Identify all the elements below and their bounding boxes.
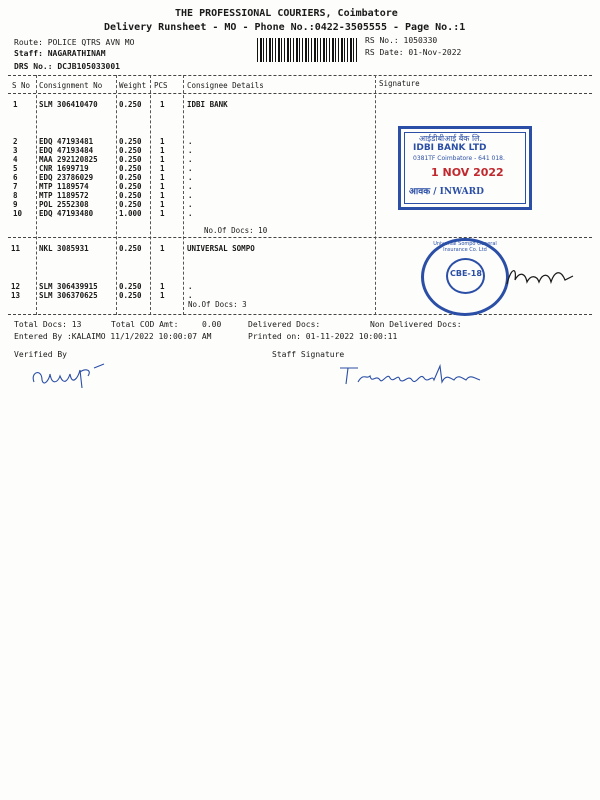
seal-center-text: CBE-18 xyxy=(450,269,482,278)
col-weight: Weight xyxy=(119,81,147,90)
staff-signature xyxy=(336,362,486,388)
table-row: 11 NKL 3085931 0.250 1 xyxy=(11,244,165,253)
total-docs: Total Docs: 13 xyxy=(14,320,82,329)
delivered-docs: Delivered Docs: xyxy=(248,320,321,329)
consignee-name: UNIVERSAL SOMPO xyxy=(187,244,255,253)
table-row: 6 EDQ 23786029 0.250 1 . xyxy=(13,173,193,182)
table-row: 5 CNR 1699719 0.250 1 . xyxy=(13,164,193,173)
runsheet-subtitle: Delivery Runsheet - MO - Phone No.:0422-3505555 - Page No.:1 xyxy=(104,22,466,33)
table-row: 13 SLM 306370625 0.250 1 . xyxy=(11,291,193,300)
verifier-signature xyxy=(28,360,108,394)
stamp-inward: आवक / INWARD xyxy=(409,187,484,197)
entered-by: Entered By :KALAIMO 11/1/2022 10:00:07 AM xyxy=(14,332,212,341)
stamp-bank-name: IDBI BANK LTD xyxy=(413,143,487,153)
table-row: 9 POL 2552308 0.250 1 . xyxy=(13,200,193,209)
table-row: 7 MTP 1189574 0.250 1 . xyxy=(13,182,193,191)
seal-outer-text: Universal Sompo General Insurance Co. Ltd xyxy=(433,241,497,253)
staff-signature-label: Staff Signature xyxy=(272,350,345,359)
col-pcs: PCS xyxy=(154,81,168,90)
group-doc-count: No.Of Docs: 10 xyxy=(204,226,268,235)
table-row: 10 EDQ 47193480 1.000 1 . xyxy=(13,209,193,218)
route-label: Route: POLICE QTRS AVN MO xyxy=(14,38,135,47)
sompo-seal-stamp xyxy=(421,238,509,316)
recipient-signature xyxy=(503,262,575,292)
verified-by-label: Verified By xyxy=(14,350,67,359)
total-cod-label: Total COD Amt: xyxy=(111,320,179,329)
col-consignee: Consignee Details xyxy=(187,81,264,90)
printed-on: Printed on: 01-11-2022 10:00:11 xyxy=(248,332,398,341)
non-delivered-docs: Non Delivered Docs: xyxy=(370,320,462,329)
rs-number: RS No.: 1050330 xyxy=(365,36,438,45)
barcode xyxy=(257,38,357,62)
col-consignment: Consignment No xyxy=(39,81,103,90)
table-row: 3 EDQ 47193484 0.250 1 . xyxy=(13,146,193,155)
stamp-hindi-text: आईडीबीआई बैंक लि. xyxy=(419,134,483,143)
idbi-inward-stamp xyxy=(398,126,532,210)
stamp-branch: 0381TF Coimbatore - 641 018. xyxy=(413,155,505,162)
total-cod-value: 0.00 xyxy=(202,320,222,329)
company-title: THE PROFESSIONAL COURIERS, Coimbatore xyxy=(175,8,398,19)
col-sno: S No xyxy=(12,81,31,90)
rs-date: RS Date: 01-Nov-2022 xyxy=(365,48,462,57)
group-doc-count: No.Of Docs: 3 xyxy=(188,300,247,309)
staff-label: Staff: NAGARATHINAM xyxy=(14,49,106,58)
table-row: 4 MAA 292120825 0.250 1 . xyxy=(13,155,193,164)
drs-label: DRS No.: DCJB105033001 xyxy=(14,62,120,71)
table-row: 8 MTP 1189572 0.250 1 . xyxy=(13,191,193,200)
col-signature: Signature xyxy=(379,79,420,88)
stamp-date: 1 NOV 2022 xyxy=(431,166,504,179)
consignee-name: IDBI BANK xyxy=(187,100,228,109)
table-row: 1 SLM 306410470 0.250 1 xyxy=(13,100,165,109)
table-row: 12 SLM 306439915 0.250 1 . xyxy=(11,282,193,291)
table-row: 2 EDQ 47193481 0.250 1 . xyxy=(13,137,193,146)
